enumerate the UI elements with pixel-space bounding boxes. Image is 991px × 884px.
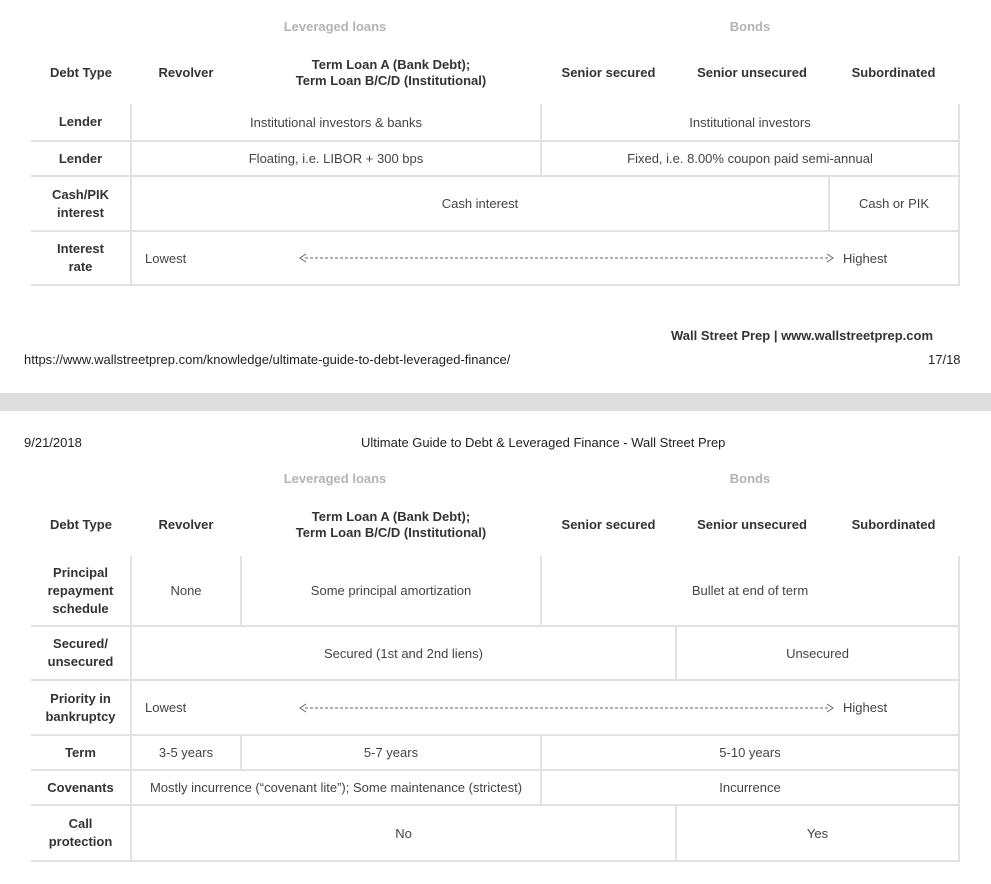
cell-rate-bonds: Fixed, i.e. 8.00% coupon paid semi-annual: [627, 151, 873, 166]
footer-brand: Wall Street Prep | www.wallstreetprep.com: [671, 328, 934, 343]
cell-highest: Highest: [843, 700, 888, 715]
row-label-line: rate: [68, 259, 93, 274]
cell-principal-term: Some principal amortization: [310, 583, 472, 598]
cell-lowest: Lowest: [145, 250, 187, 266]
row-label-line: Call: [68, 816, 93, 831]
cell-lowest: Lowest: [145, 700, 187, 715]
cell-unsecured: Unsecured: [786, 645, 849, 661]
col-header-revolver: Revolver: [158, 517, 214, 532]
col-header-term-loan-line2: Term Loan B/C/D (Institutional): [295, 73, 487, 88]
col-header-term-loan-line1: Term Loan A (Bank Debt);: [311, 509, 471, 524]
cell-cash-or-pik: Cash or PIK: [858, 196, 930, 211]
grid-line: [958, 104, 960, 286]
group-header-bonds: Bonds: [729, 19, 771, 34]
cell-principal-revolver: None: [170, 583, 202, 598]
row-label-lender-rate: Lender: [58, 150, 103, 166]
grid-line: [31, 284, 960, 286]
cell-call-yes: Yes: [806, 825, 829, 841]
arrow-scale: [299, 232, 834, 284]
row-label-line: Principal: [53, 564, 108, 580]
print-date: 9/21/2018: [24, 435, 82, 450]
cell-call-no: No: [395, 825, 412, 841]
page-break: [0, 393, 991, 411]
row-label-interest-rate: [31, 232, 130, 284]
row-label-secured: [31, 627, 130, 679]
col-header-term-loan-line1: Term Loan A (Bank Debt);: [311, 57, 471, 72]
row-label-line: protection: [48, 834, 113, 849]
cell-covenants-loans: Mostly incurrence (“covenant lite”); Some maintenance (strictest): [149, 780, 523, 795]
col-header-senior-unsecured: Senior unsecured: [697, 517, 807, 532]
row-label-line: Secured/: [53, 636, 108, 651]
row-label-line: Cash/PIK: [51, 186, 110, 202]
row-label-line: interest: [57, 204, 104, 220]
cell-principal-bonds: Bullet at end of term: [691, 583, 809, 598]
grid-line: [958, 556, 960, 861]
row-label-line: Priority in: [50, 690, 111, 706]
col-header-subordinated: Subordinated: [851, 517, 936, 532]
cell-lender-loans: Institutional investors & banks: [250, 114, 422, 130]
group-header-bonds: Bonds: [729, 471, 771, 486]
page-number: 17/18: [928, 352, 961, 367]
cell-term-revolver: 3-5 years: [158, 745, 214, 760]
group-header-leveraged-loans: Leveraged loans: [283, 471, 387, 486]
footer-url-link[interactable]: https://www.wallstreetprep.com/knowledge/ultimate-guide-to-debt-leveraged-finance/: [24, 352, 511, 367]
cell-highest: Highest: [843, 250, 888, 266]
row-label-principal: [31, 556, 130, 625]
col-header-subordinated: Subordinated: [851, 65, 936, 80]
cell-rate-loans: Floating, i.e. LIBOR + 300 bps: [248, 151, 424, 166]
cell-term-loans: 5-7 years: [363, 745, 419, 760]
row-label-covenants: Covenants: [47, 779, 114, 795]
row-label-call-protection: [31, 806, 130, 860]
cell-secured: Secured (1st and 2nd liens): [324, 645, 483, 661]
dashed-arrow-icon: [299, 253, 834, 263]
col-header-term-loan: [241, 508, 541, 542]
col-header-senior-secured: Senior secured: [561, 65, 656, 80]
cell-term-bonds: 5-10 years: [719, 745, 781, 760]
dashed-arrow-icon: [299, 703, 834, 713]
group-header-leveraged-loans: Leveraged loans: [283, 19, 387, 34]
cell-cash-interest: Cash interest: [441, 196, 519, 211]
col-header-debt-type: Debt Type: [50, 517, 112, 532]
row-label-priority: [31, 681, 130, 734]
col-header-senior-secured: Senior secured: [561, 517, 656, 532]
col-header-term-loan: [241, 56, 541, 90]
col-header-revolver: Revolver: [158, 65, 214, 80]
col-header-term-loan-line2: Term Loan B/C/D (Institutional): [295, 525, 487, 540]
cell-covenants-bonds: Incurrence: [719, 780, 781, 795]
row-label-lender: Lender: [58, 114, 103, 129]
grid-line: [31, 860, 960, 862]
col-header-debt-type: Debt Type: [50, 65, 112, 80]
row-label-line: repayment: [47, 582, 114, 598]
cell-lender-bonds: Institutional investors: [689, 114, 811, 130]
row-label-term: Term: [65, 744, 96, 760]
col-header-senior-unsecured: Senior unsecured: [697, 65, 807, 80]
row-label-line: schedule: [52, 600, 109, 616]
print-title: Ultimate Guide to Debt & Leveraged Finance - Wall Street Prep: [361, 435, 726, 450]
arrow-scale: [299, 681, 834, 734]
row-label-line: Interest: [57, 241, 104, 256]
row-label-cash-pik: [31, 177, 130, 230]
row-label-line: bankruptcy: [45, 708, 116, 724]
row-label-line: unsecured: [47, 654, 114, 669]
